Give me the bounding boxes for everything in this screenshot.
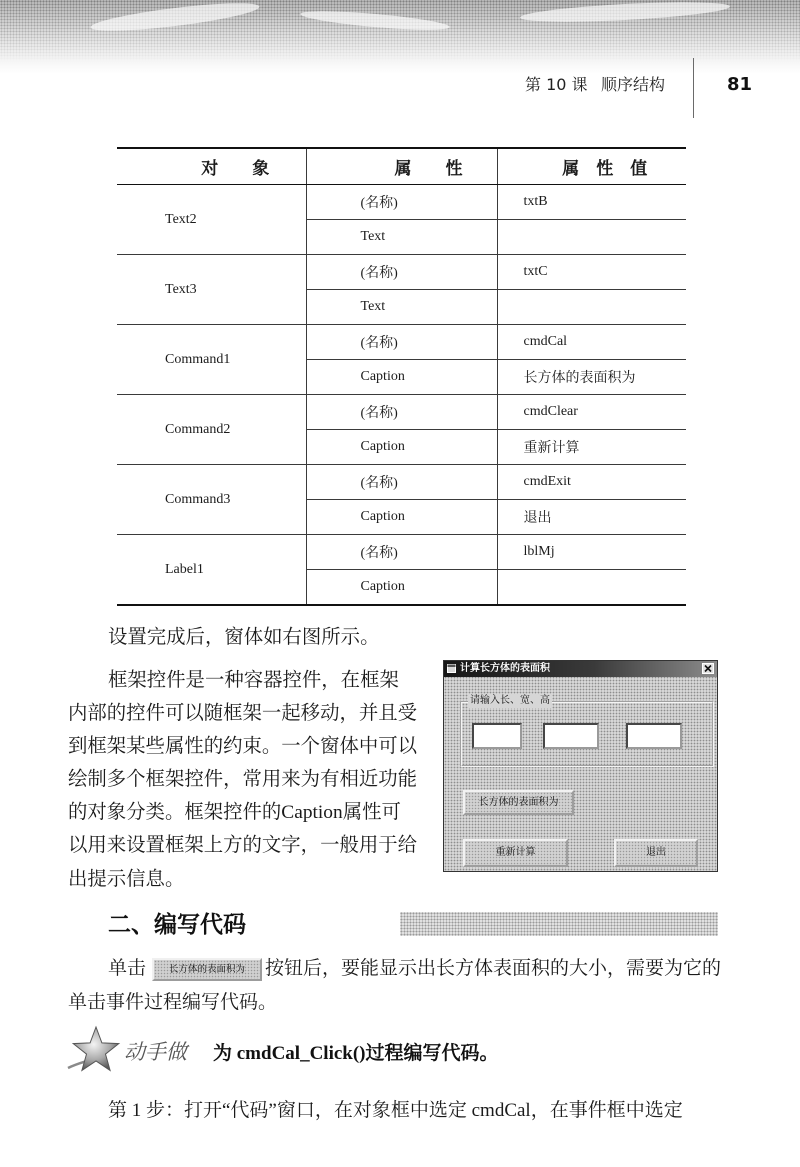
length-input[interactable] [472,723,522,749]
lesson-label: 第 10 课 [525,75,588,94]
value-cell: 退出 [497,500,686,535]
recalculate-button[interactable]: 重新计算 [463,839,568,867]
lesson-title: 顺序结构 [601,75,666,94]
object-cell: Command1 [117,325,306,395]
property-table [117,147,686,606]
table-row [117,255,686,290]
value-cell: lblMj [497,535,686,570]
paragraph-line: 出提示信息。 [68,869,185,890]
property-cell: Text [306,290,497,325]
property-cell: Caption [306,430,497,465]
height-input[interactable] [626,723,682,749]
star-icon [66,1024,126,1078]
column-header-value: 属 性 值 [497,148,686,185]
table-header-row [117,148,686,185]
property-cell: Caption [306,500,497,535]
property-cell: (名称) [306,255,497,290]
property-cell: Caption [306,570,497,606]
object-cell: Text3 [117,255,306,325]
header-divider [693,58,694,118]
object-cell: Command2 [117,395,306,465]
paragraph-prefix: 单击 [108,958,147,979]
paragraph-suffix: 按钮后，要能显示出长方体表面积的大小，需要为它的 [265,958,722,979]
property-cell: Text [306,220,497,255]
form-preview-window [443,660,718,872]
hands-on-label: 动手做 [124,1040,187,1064]
table-row [117,325,686,360]
paragraph-line: 内部的控件可以随框架一起移动，并且受 [68,703,418,724]
step-1-text: 第 1 步：打开“代码”窗口，在对象框中选定 cmdCal，在事件框中选定 [108,1100,683,1121]
section-heading: 二、编写代码 [108,912,246,938]
value-cell: cmdExit [497,465,686,500]
value-cell: txtC [497,255,686,290]
table-row [117,185,686,220]
value-cell: 重新计算 [497,430,686,465]
paragraph-line: 以用来设置框架上方的文字，一般用于给 [68,835,418,856]
close-icon[interactable] [702,663,714,674]
property-cell: (名称) [306,325,497,360]
property-cell: (名称) [306,185,497,220]
column-header-object: 对 象 [117,148,306,185]
paragraph-line: 的对象分类。框架控件的Caption属性可 [68,802,401,823]
property-cell: (名称) [306,535,497,570]
paragraph-line: 绘制多个框架控件，常用来为有相近功能 [68,769,418,790]
heading-band [400,912,718,936]
paragraph-line: 到框架某些属性的约束。一个窗体中可以 [68,736,418,757]
inline-calc-button[interactable]: 长方体的表面积为 [152,958,262,981]
value-cell [497,290,686,325]
value-cell: txtB [497,185,686,220]
page-number: 81 [727,74,753,95]
value-cell: cmdCal [497,325,686,360]
object-cell: Text2 [117,185,306,255]
table-row [117,535,686,570]
object-cell: Label1 [117,535,306,606]
value-cell [497,570,686,606]
value-cell: 长方体的表面积为 [497,360,686,395]
value-cell: cmdClear [497,395,686,430]
column-header-property: 属 性 [306,148,497,185]
property-cell: (名称) [306,395,497,430]
form-title: 计算长方体的表面积 [460,663,550,674]
section-paragraph-line [108,952,721,985]
exit-button[interactable]: 退出 [614,839,698,867]
hands-on-task: 为 cmdCal_Click()过程编写代码。 [213,1043,499,1064]
form-app-icon [447,664,456,673]
object-cell: Command3 [117,465,306,535]
value-cell [497,220,686,255]
frame-caption: 请输入长、宽、高 [470,695,550,706]
section-paragraph-line: 单击事件过程编写代码。 [68,992,278,1013]
property-cell: (名称) [306,465,497,500]
intro-sentence: 设置完成后，窗体如右图所示。 [108,627,380,648]
width-input[interactable] [543,723,599,749]
table-row [117,395,686,430]
table-row [117,465,686,500]
calc-area-button[interactable]: 长方体的表面积为 [463,790,574,815]
property-cell: Caption [306,360,497,395]
paragraph-line: 框架控件是一种容器控件，在框架 [108,670,399,691]
